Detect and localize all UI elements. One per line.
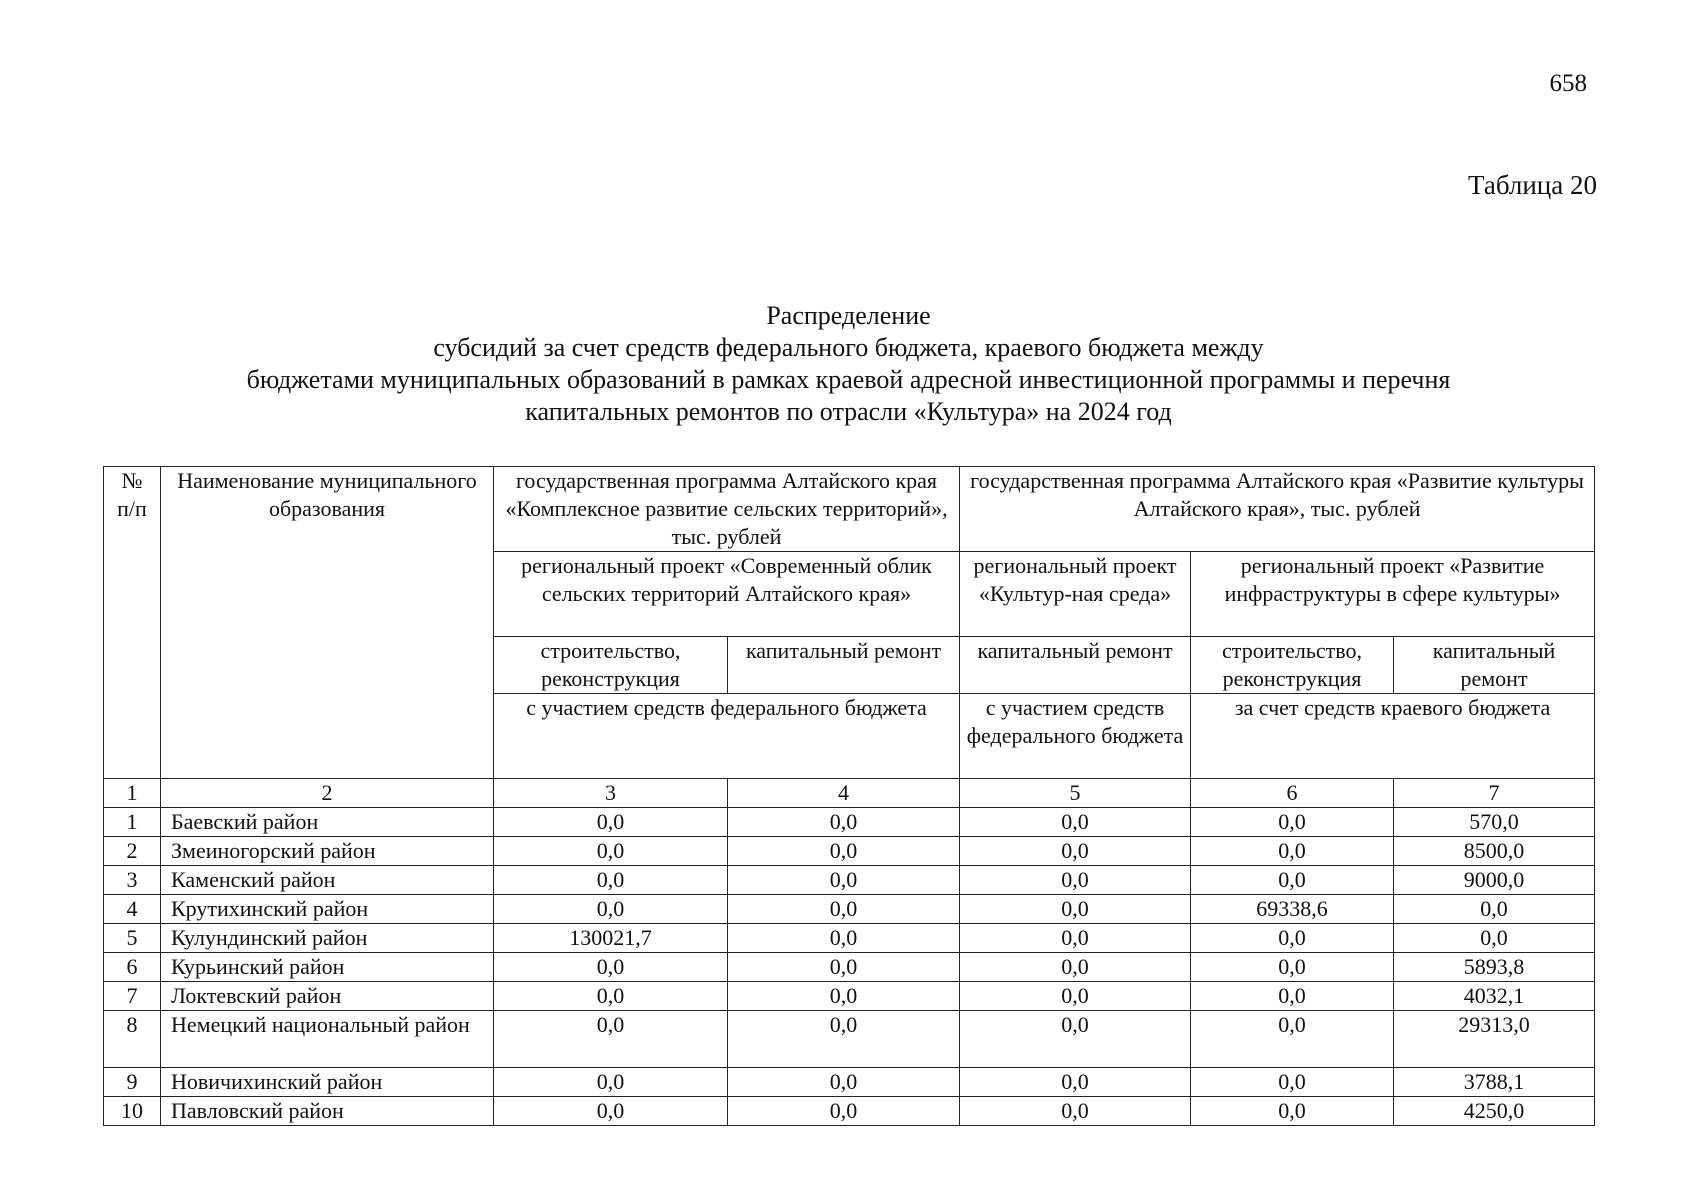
cell-repair-rural: 0,0 [728,808,960,837]
row-number: 4 [104,895,161,924]
cell-construction-infrastructure: 69338,6 [1191,895,1394,924]
title-line: Распределение [766,301,931,330]
cell-repair-infrastructure: 0,0 [1394,924,1595,953]
row-number: 8 [104,1011,161,1068]
row-number: 2 [104,837,161,866]
table-row [104,1068,1595,1097]
header-project-rural: региональный проект «Современный облик сельских территорий Алтайского края» [494,552,960,637]
cell-repair-cultural-environment: 0,0 [960,924,1191,953]
municipality-name: Кулундинский район [161,924,494,953]
table-row [104,895,1595,924]
row-number: 9 [104,1068,161,1097]
title-line: капитальных ремонтов по отрасли «Культура» на 2024 год [525,397,1172,426]
header-col3: строительство, реконструкция [494,637,728,694]
cell-repair-rural: 0,0 [728,1011,960,1068]
header-funding-federal-2: с участием средств федерального бюджета [960,694,1191,779]
table-row [104,837,1595,866]
column-number: 6 [1191,779,1394,808]
municipality-name: Каменский район [161,866,494,895]
header-funding-regional: за счет средств краевого бюджета [1191,694,1595,779]
table-row [104,1011,1595,1068]
cell-construction-infrastructure: 0,0 [1191,982,1394,1011]
municipality-name: Локтевский район [161,982,494,1011]
municipality-name: Баевский район [161,808,494,837]
table-row [104,866,1595,895]
cell-repair-infrastructure: 0,0 [1394,895,1595,924]
cell-repair-infrastructure: 9000,0 [1394,866,1595,895]
header-col7: капитальный ремонт [1394,637,1595,694]
column-number: 2 [161,779,494,808]
row-number: 3 [104,866,161,895]
cell-repair-cultural-environment: 0,0 [960,866,1191,895]
row-number: 7 [104,982,161,1011]
cell-construction-rural: 0,0 [494,866,728,895]
cell-repair-cultural-environment: 0,0 [960,982,1191,1011]
cell-repair-infrastructure: 3788,1 [1394,1068,1595,1097]
page-number: 658 [1549,70,1587,97]
column-number: 4 [728,779,960,808]
table-row [104,924,1595,953]
cell-repair-infrastructure: 8500,0 [1394,837,1595,866]
row-number: 5 [104,924,161,953]
table-row [104,808,1595,837]
municipality-name: Змеиногорский район [161,837,494,866]
cell-construction-rural: 0,0 [494,1097,728,1126]
table-label: Таблица 20 [1468,170,1597,200]
municipality-name: Крутихинский район [161,895,494,924]
cell-repair-infrastructure: 4032,1 [1394,982,1595,1011]
row-number: 10 [104,1097,161,1126]
cell-construction-rural: 0,0 [494,837,728,866]
header-name: Наименование муниципального образования [161,467,494,779]
cell-repair-rural: 0,0 [728,895,960,924]
cell-construction-infrastructure: 0,0 [1191,1068,1394,1097]
column-number: 5 [960,779,1191,808]
cell-construction-infrastructure: 0,0 [1191,837,1394,866]
cell-repair-rural: 0,0 [728,1068,960,1097]
cell-repair-cultural-environment: 0,0 [960,1068,1191,1097]
header-program-rural: государственная программа Алтайского края «Комплексное развитие сельских территорий», тыс. рублей [494,467,960,552]
header-num: № п/п [104,467,161,779]
column-number: 3 [494,779,728,808]
cell-repair-cultural-environment: 0,0 [960,837,1191,866]
cell-construction-infrastructure: 0,0 [1191,1097,1394,1126]
cell-repair-rural: 0,0 [728,866,960,895]
cell-repair-infrastructure: 4250,0 [1394,1097,1595,1126]
cell-construction-infrastructure: 0,0 [1191,808,1394,837]
cell-construction-rural: 0,0 [494,808,728,837]
cell-repair-rural: 0,0 [728,982,960,1011]
document-title [0,300,1697,428]
header-col5: капитальный ремонт [960,637,1191,694]
cell-repair-infrastructure: 29313,0 [1394,1011,1595,1068]
header-col4: капитальный ремонт [728,637,960,694]
cell-construction-infrastructure: 0,0 [1191,866,1394,895]
cell-repair-cultural-environment: 0,0 [960,895,1191,924]
cell-repair-rural: 0,0 [728,953,960,982]
cell-repair-rural: 0,0 [728,924,960,953]
cell-construction-infrastructure: 0,0 [1191,924,1394,953]
cell-repair-infrastructure: 570,0 [1394,808,1595,837]
cell-repair-rural: 0,0 [728,1097,960,1126]
table-row [104,953,1595,982]
table-row [104,1097,1595,1126]
municipality-name: Курьинский район [161,953,494,982]
title-line: бюджетами муниципальных образований в рамках краевой адресной инвестиционной программы и перечня [246,365,1451,394]
table-row [104,982,1595,1011]
municipality-name: Павловский район [161,1097,494,1126]
row-number: 1 [104,808,161,837]
header-project-infrastructure: региональный проект «Развитие инфраструктуры в сфере культуры» [1191,552,1595,637]
cell-construction-rural: 0,0 [494,1011,728,1068]
cell-construction-rural: 130021,7 [494,924,728,953]
cell-repair-cultural-environment: 0,0 [960,1011,1191,1068]
cell-construction-infrastructure: 0,0 [1191,953,1394,982]
column-number: 1 [104,779,161,808]
subsidy-table [103,466,1595,1126]
cell-repair-cultural-environment: 0,0 [960,953,1191,982]
header-program-culture: государственная программа Алтайского края «Развитие культуры Алтайского края», тыс. рублей [960,467,1595,552]
cell-construction-rural: 0,0 [494,895,728,924]
header-col6: строительство, реконструкция [1191,637,1394,694]
header-project-cultural-environment: региональный проект «Культур-ная среда» [960,552,1191,637]
title-line: субсидий за счет средств федерального бюджета, краевого бюджета между [433,333,1264,362]
row-number: 6 [104,953,161,982]
cell-repair-rural: 0,0 [728,837,960,866]
cell-construction-infrastructure: 0,0 [1191,1011,1394,1068]
municipality-name: Новичихинский район [161,1068,494,1097]
header-funding-federal: с участием средств федерального бюджета [494,694,960,779]
column-number: 7 [1394,779,1595,808]
cell-construction-rural: 0,0 [494,953,728,982]
municipality-name: Немецкий национальный район [161,1011,494,1068]
cell-repair-cultural-environment: 0,0 [960,1097,1191,1126]
cell-repair-cultural-environment: 0,0 [960,808,1191,837]
cell-repair-infrastructure: 5893,8 [1394,953,1595,982]
cell-construction-rural: 0,0 [494,1068,728,1097]
cell-construction-rural: 0,0 [494,982,728,1011]
column-number-row [104,779,1595,808]
